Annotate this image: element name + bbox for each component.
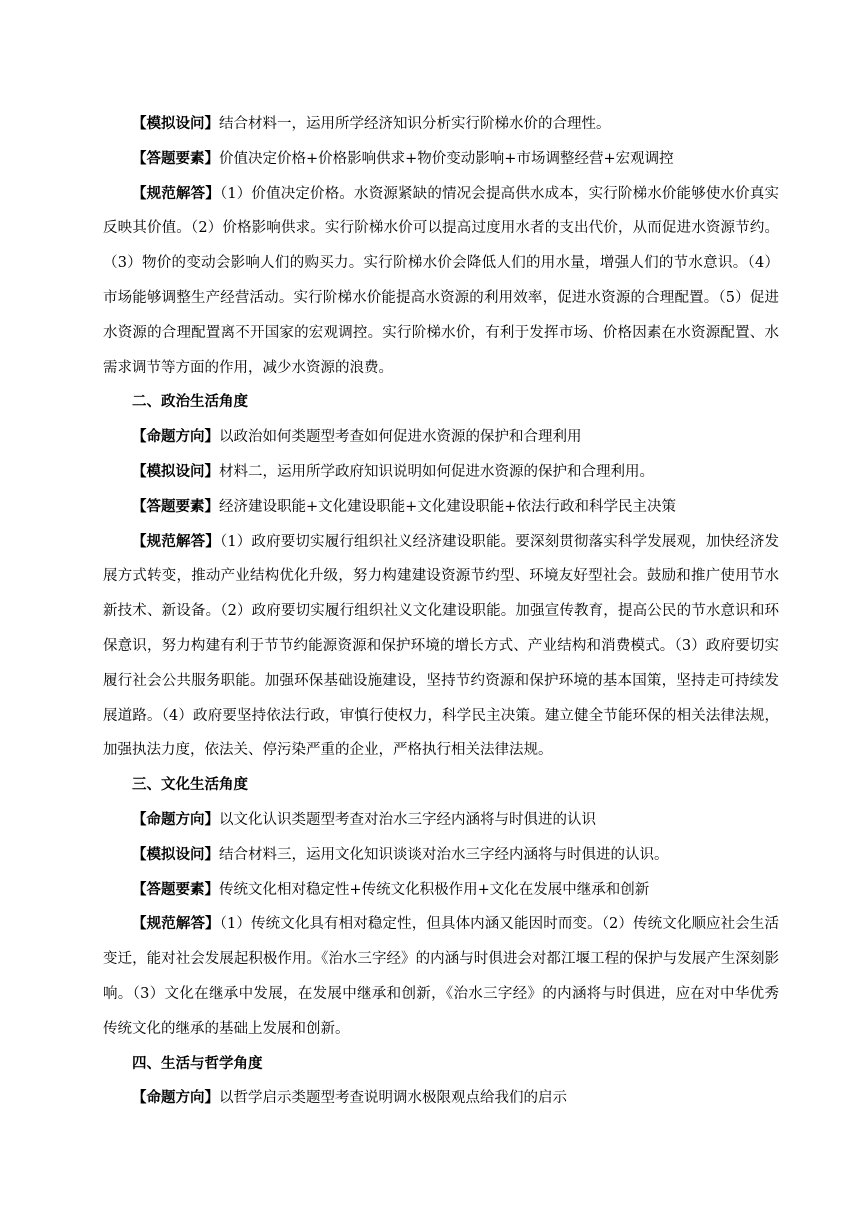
paragraph-text: （1）政府要切实履行组织社义经济建设职能。要深刻贯彻落实科学发展观，加快经济发展方式转变，推动产业结构优化升级，努力构建建设资源节约型、环境友好型社会。鼓励和推广使用节水新技术、新设备。（2）政府要切实履行组织社义文化建设职能。加强宣传教育，提高公民的节水意识和环保意识，努力构建有利于节节约能源资源和保护环境的增长方式、产业结构和消费模式。（3）政府要切实履行社会公共服务职能。加强环保基础设施建设，坚持节约资源和保护环境的基本国策，坚持走可持续发展道路。（4）政府要坚持依法行政，审慎行使权力，科学民主决策。建立健全节能环保的相关法律法规，加强执法力度，依法关、停污染严重的企业，严格执行相关法律法规。	[103, 533, 779, 759]
paragraph-topic-direction-2	[103, 420, 779, 455]
paragraph-text: 以哲学启示类题型考查说明调水极限观点给我们的启示	[219, 1090, 567, 1107]
paragraph-text: 传统文化相对稳定性+传统文化积极作用+文化在发展中继承和创新	[219, 881, 650, 898]
paragraph-topic-direction-4	[103, 1081, 779, 1116]
paragraph-simulated-question-2	[103, 455, 779, 490]
paragraph-answer-elements-1	[103, 142, 779, 177]
paragraph-standard-answer-3	[103, 907, 779, 1046]
tag-label: 【命题方向】	[132, 429, 219, 446]
tag-label: 【模拟设问】	[132, 846, 219, 863]
paragraph-text: （1）传统文化具有相对稳定性，但具体内涵又能因时而变。（2）传统文化顺应社会生活变迁，能对社会发展起积极作用。《治水三字经》的内涵与时俱进会对都江堰工程的保护与发展产生深刻影响。（3）文化在继承中发展，在发展中继承和创新，《治水三字经》的内涵将与时俱进，应在对中华优秀传统文化的继承的基础上发展和创新。	[103, 916, 780, 1037]
paragraph-text: 以文化认识类题型考查对治水三字经内涵将与时俱进的认识	[219, 811, 596, 828]
paragraph-simulated-question-1	[103, 107, 779, 142]
tag-label: 【答题要素】	[132, 498, 219, 515]
paragraph-text: 结合材料三，运用文化知识谈谈对治水三字经内涵将与时俱进的认识。	[219, 846, 669, 863]
tag-label: 【模拟设问】	[132, 463, 219, 480]
paragraph-text: 以政治如何类题型考查如何促进水资源的保护和合理利用	[219, 429, 582, 446]
paragraph-standard-answer-1	[103, 177, 779, 386]
paragraph-answer-elements-3	[103, 873, 779, 908]
section-heading-cultural: 三、文化生活角度	[132, 777, 248, 794]
paragraph-text: （1）价值决定价格。水资源紧缺的情况会提高供水成本，实行阶梯水价能够使水价真实反映其价值。（2）价格影响供求。实行阶梯水价可以提高过度用水者的支出代价，从而促进水资源节约。（3）物价的变动会影响人们的购买力。实行阶梯水价会降低人们的用水量，增强人们的节水意识。（4）市场能够调整生产经营活动。实行阶梯水价能提高水资源的利用效率，促进水资源的合理配置。（5）促进水资源的合理配置离不开国家的宏观调控。实行阶梯水价，有利于发挥市场、价格因素在水资源配置、水需求调节等方面的作用，减少水资源的浪费。	[103, 185, 779, 376]
tag-label: 【答题要素】	[132, 150, 219, 167]
paragraph-text: 材料二，运用所学政府知识说明如何促进水资源的保护和合理利用。	[219, 463, 654, 480]
tag-label: 【答题要素】	[132, 881, 219, 898]
document-body	[103, 107, 779, 1116]
paragraph-text: 价值决定价格+价格影响供求+物价变动影响+市场调整经营+宏观调控	[219, 150, 674, 167]
section-heading-philosophy: 四、生活与哲学角度	[132, 1055, 263, 1072]
paragraph-simulated-question-3	[103, 838, 779, 873]
tag-label: 【命题方向】	[132, 1090, 219, 1107]
tag-label: 【规范解答】	[132, 185, 220, 202]
paragraph-text: 经济建设职能+文化建设职能+文化建设职能+依法行政和科学民主决策	[219, 498, 676, 515]
tag-label: 【命题方向】	[132, 811, 219, 828]
section-heading-political: 二、政治生活角度	[132, 394, 248, 411]
paragraph-answer-elements-2	[103, 490, 779, 525]
tag-label: 【模拟设问】	[132, 116, 219, 132]
paragraph-standard-answer-2	[103, 525, 779, 769]
tag-label: 【规范解答】	[132, 533, 220, 550]
tag-label: 【规范解答】	[132, 916, 220, 933]
paragraph-text: 结合材料一，运用所学经济知识分析实行阶梯水价的合理性。	[219, 116, 611, 132]
paragraph-topic-direction-3	[103, 803, 779, 838]
